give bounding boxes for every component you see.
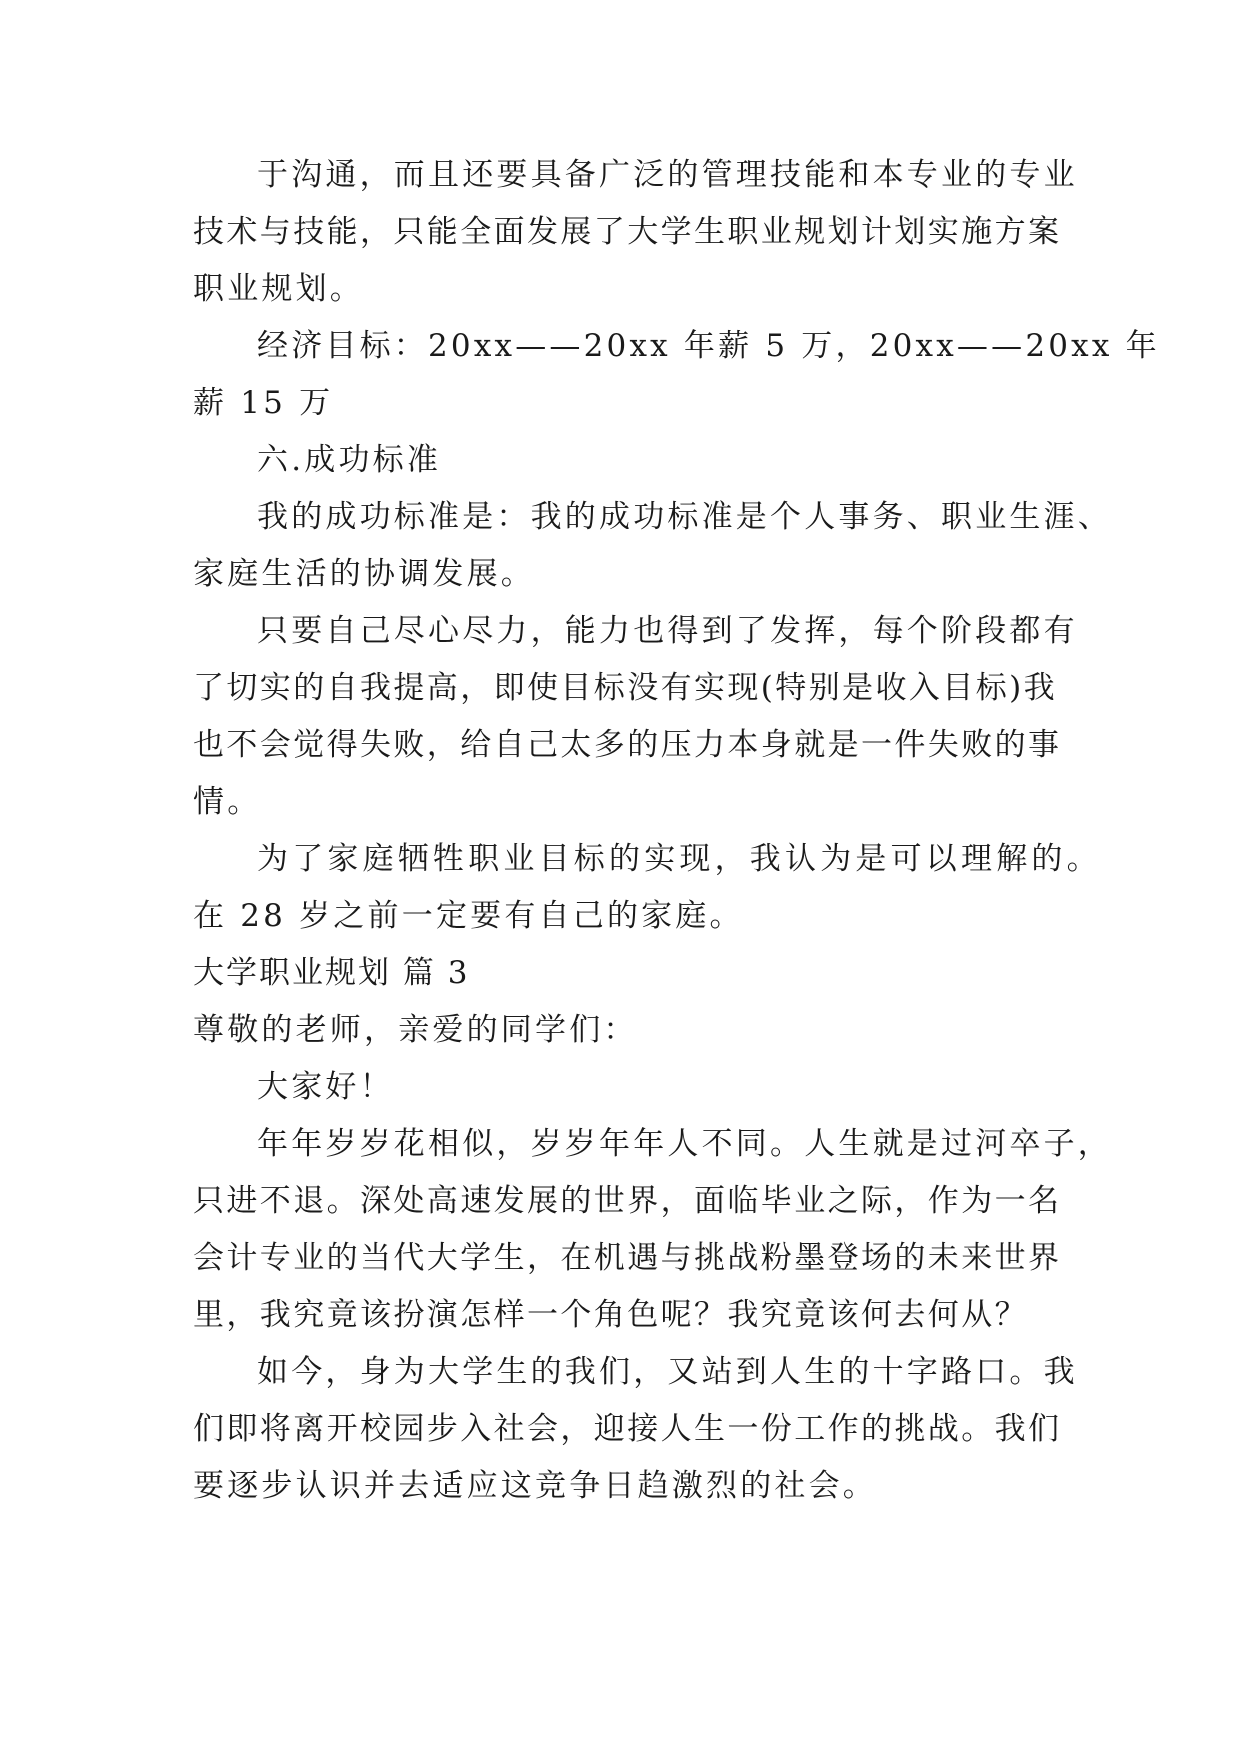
paragraph-line: 里，我究竟该扮演怎样一个角色呢？我究竟该何去何从？ — [193, 1297, 1028, 1333]
greeting: 大家好！ — [257, 1069, 394, 1105]
paragraph-line: 职业规划。 — [193, 271, 364, 307]
paragraph-line: 为了家庭牺牲职业目标的实现，我认为是可以理解的。 — [257, 841, 1102, 877]
paragraph-line: 我的成功标准是：我的成功标准是个人事务、职业生涯、 — [257, 499, 1112, 535]
paragraph-line: 年年岁岁花相似，岁岁年年人不同。人生就是过河卒子， — [257, 1126, 1112, 1162]
salutation: 尊敬的老师，亲爱的同学们： — [193, 1012, 638, 1048]
paragraph-line: 经济目标：20xx——20xx 年薪 5 万，20xx——20xx 年 — [257, 328, 1160, 364]
paragraph-line: 在 28 岁之前一定要有自己的家庭。 — [193, 898, 744, 934]
paragraph-line: 技术与技能，只能全面发展了大学生职业规划计划实施方案 — [193, 214, 1062, 250]
paragraph-line: 情。 — [193, 784, 262, 820]
paragraph-line: 薪 15 万 — [193, 385, 334, 421]
paragraph-line: 只要自己尽心尽力，能力也得到了发挥，每个阶段都有 — [257, 613, 1078, 649]
article-title: 大学职业规划 篇 3 — [193, 955, 470, 991]
paragraph-line: 如今，身为大学生的我们，又站到人生的十字路口。我 — [257, 1354, 1078, 1390]
paragraph-line: 们即将离开校园步入社会，迎接人生一份工作的挑战。我们 — [193, 1411, 1062, 1447]
paragraph-line: 家庭生活的协调发展。 — [193, 556, 535, 592]
paragraph-line: 只进不退。深处高速发展的世界，面临毕业之际，作为一名 — [193, 1183, 1062, 1219]
paragraph-line: 要逐步认识并去适应这竞争日趋激烈的社会。 — [193, 1468, 877, 1504]
section-heading: 六.成功标准 — [257, 442, 442, 478]
paragraph-line: 了切实的自我提高，即使目标没有实现(特别是收入目标)我 — [193, 670, 1057, 706]
paragraph-line: 会计专业的当代大学生，在机遇与挑战粉墨登场的未来世界 — [193, 1240, 1062, 1276]
paragraph-line: 于沟通，而且还要具备广泛的管理技能和本专业的专业 — [257, 157, 1078, 193]
paragraph-line: 也不会觉得失败，给自己太多的压力本身就是一件失败的事 — [193, 727, 1062, 763]
